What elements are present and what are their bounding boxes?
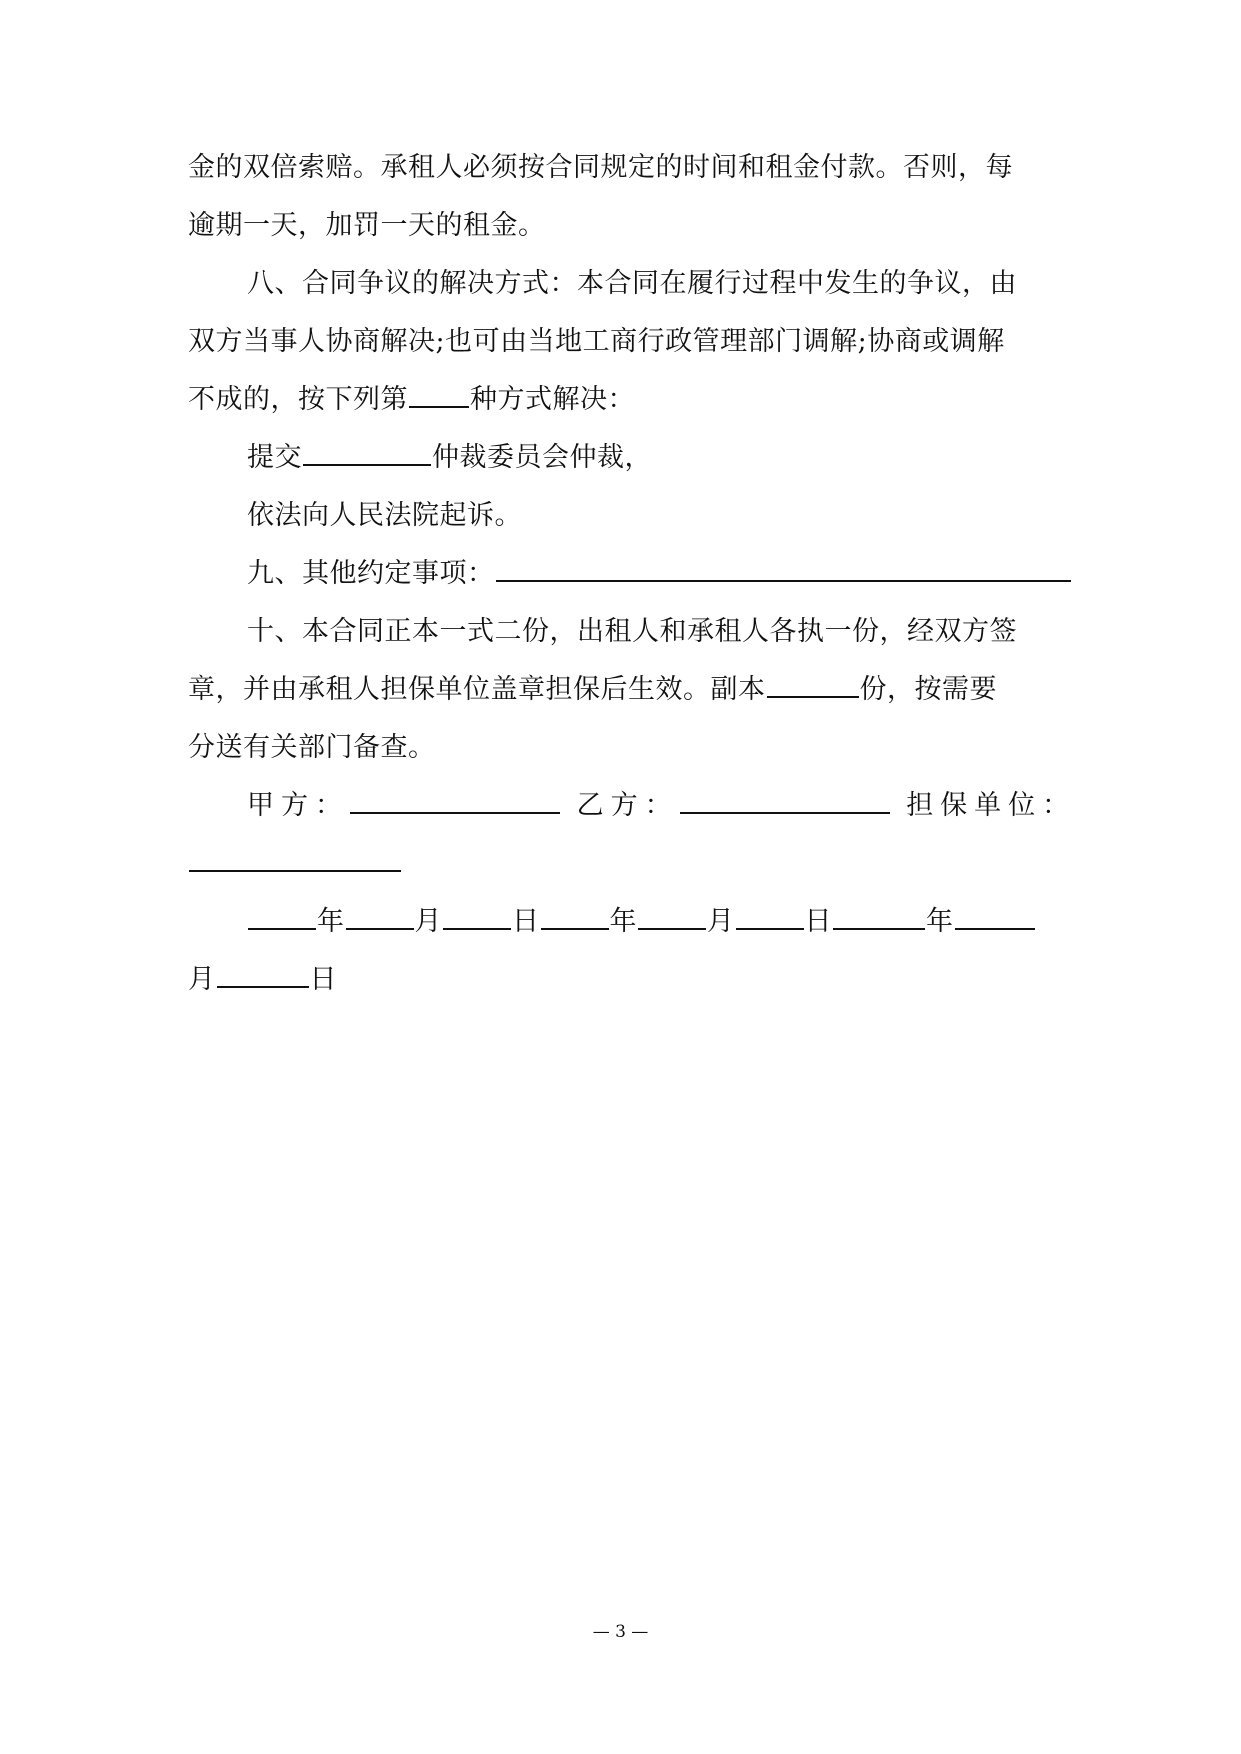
- text-line: 仲裁委员会仲裁，: [432, 442, 652, 473]
- blank-field-method[interactable]: [409, 380, 469, 408]
- day-label: 日: [309, 964, 337, 995]
- blank-field-day-3[interactable]: [217, 960, 309, 988]
- page-number: — 3 —: [592, 1622, 649, 1642]
- blank-field-other-terms[interactable]: [496, 554, 1071, 582]
- month-label: 月: [414, 906, 442, 937]
- clause-nine-line: [247, 554, 1127, 594]
- text-line: 章，并由承租人担保单位盖章担保后生效。副本: [188, 674, 766, 705]
- month-label: 月: [188, 964, 216, 995]
- guarantor-blank-line: [188, 844, 1068, 884]
- blank-field-copies[interactable]: [767, 670, 859, 698]
- clause-eight-line: [247, 264, 1127, 304]
- text-line: 十、本合同正本一式二份，出租人和承租人各执一份，经双方签: [247, 616, 1017, 647]
- guarantor-label: 担保单位：: [906, 790, 1077, 821]
- blank-field-month-1[interactable]: [346, 902, 414, 930]
- text-line: 金的双倍索赔。承租人必须按合同规定的时间和租金付款。否则，每: [188, 152, 1013, 183]
- blank-field-month-3[interactable]: [955, 902, 1035, 930]
- day-label: 日: [804, 906, 832, 937]
- party-a-label: 甲方：: [247, 790, 349, 821]
- blank-field-year-1[interactable]: [248, 902, 316, 930]
- text-line: 逾期一天，加罚一天的租金。: [188, 210, 546, 241]
- party-b-label: 乙方：: [576, 790, 679, 821]
- blank-field-day-1[interactable]: [443, 902, 511, 930]
- text-line: 双方当事人协商解决;也可由当地工商行政管理部门调解;协商或调解: [188, 326, 1005, 357]
- arbitration-line: [247, 438, 1127, 478]
- clause-ten-line: [247, 612, 1127, 652]
- paragraph-line: [188, 206, 1068, 246]
- date-line: [247, 902, 1127, 942]
- year-label: 年: [609, 906, 637, 937]
- blank-field-guarantor[interactable]: [189, 844, 401, 872]
- year-label: 年: [926, 906, 954, 937]
- paragraph-line: [188, 670, 1068, 710]
- paragraph-line: [188, 148, 1068, 188]
- text-line: 九、其他约定事项：: [247, 558, 495, 589]
- paragraph-line: [188, 380, 1068, 420]
- text-line: 分送有关部门备查。: [188, 732, 436, 763]
- day-label: 日: [512, 906, 540, 937]
- blank-field-party-a[interactable]: [350, 786, 560, 814]
- paragraph-line: [188, 322, 1068, 362]
- lawsuit-line: [247, 496, 1127, 536]
- text-line: 不成的，按下列第: [188, 384, 408, 415]
- text-line: 种方式解决：: [470, 384, 635, 415]
- signature-line: [247, 786, 1127, 826]
- text-line: 份，按需要: [859, 674, 997, 705]
- blank-field-month-2[interactable]: [638, 902, 706, 930]
- text-line: 八、合同争议的解决方式：本合同在履行过程中发生的争议，由: [247, 268, 1017, 299]
- blank-field-party-b[interactable]: [680, 786, 890, 814]
- paragraph-line: [188, 728, 1068, 768]
- blank-field-year-2[interactable]: [541, 902, 609, 930]
- blank-field-day-2[interactable]: [736, 902, 804, 930]
- text-line: 提交: [247, 442, 302, 473]
- date-line-continued: [188, 960, 1068, 1000]
- blank-field-arbitration[interactable]: [303, 438, 431, 466]
- year-label: 年: [317, 906, 345, 937]
- blank-field-year-3[interactable]: [833, 902, 925, 930]
- month-label: 月: [707, 906, 735, 937]
- text-line: 依法向人民法院起诉。: [247, 500, 522, 531]
